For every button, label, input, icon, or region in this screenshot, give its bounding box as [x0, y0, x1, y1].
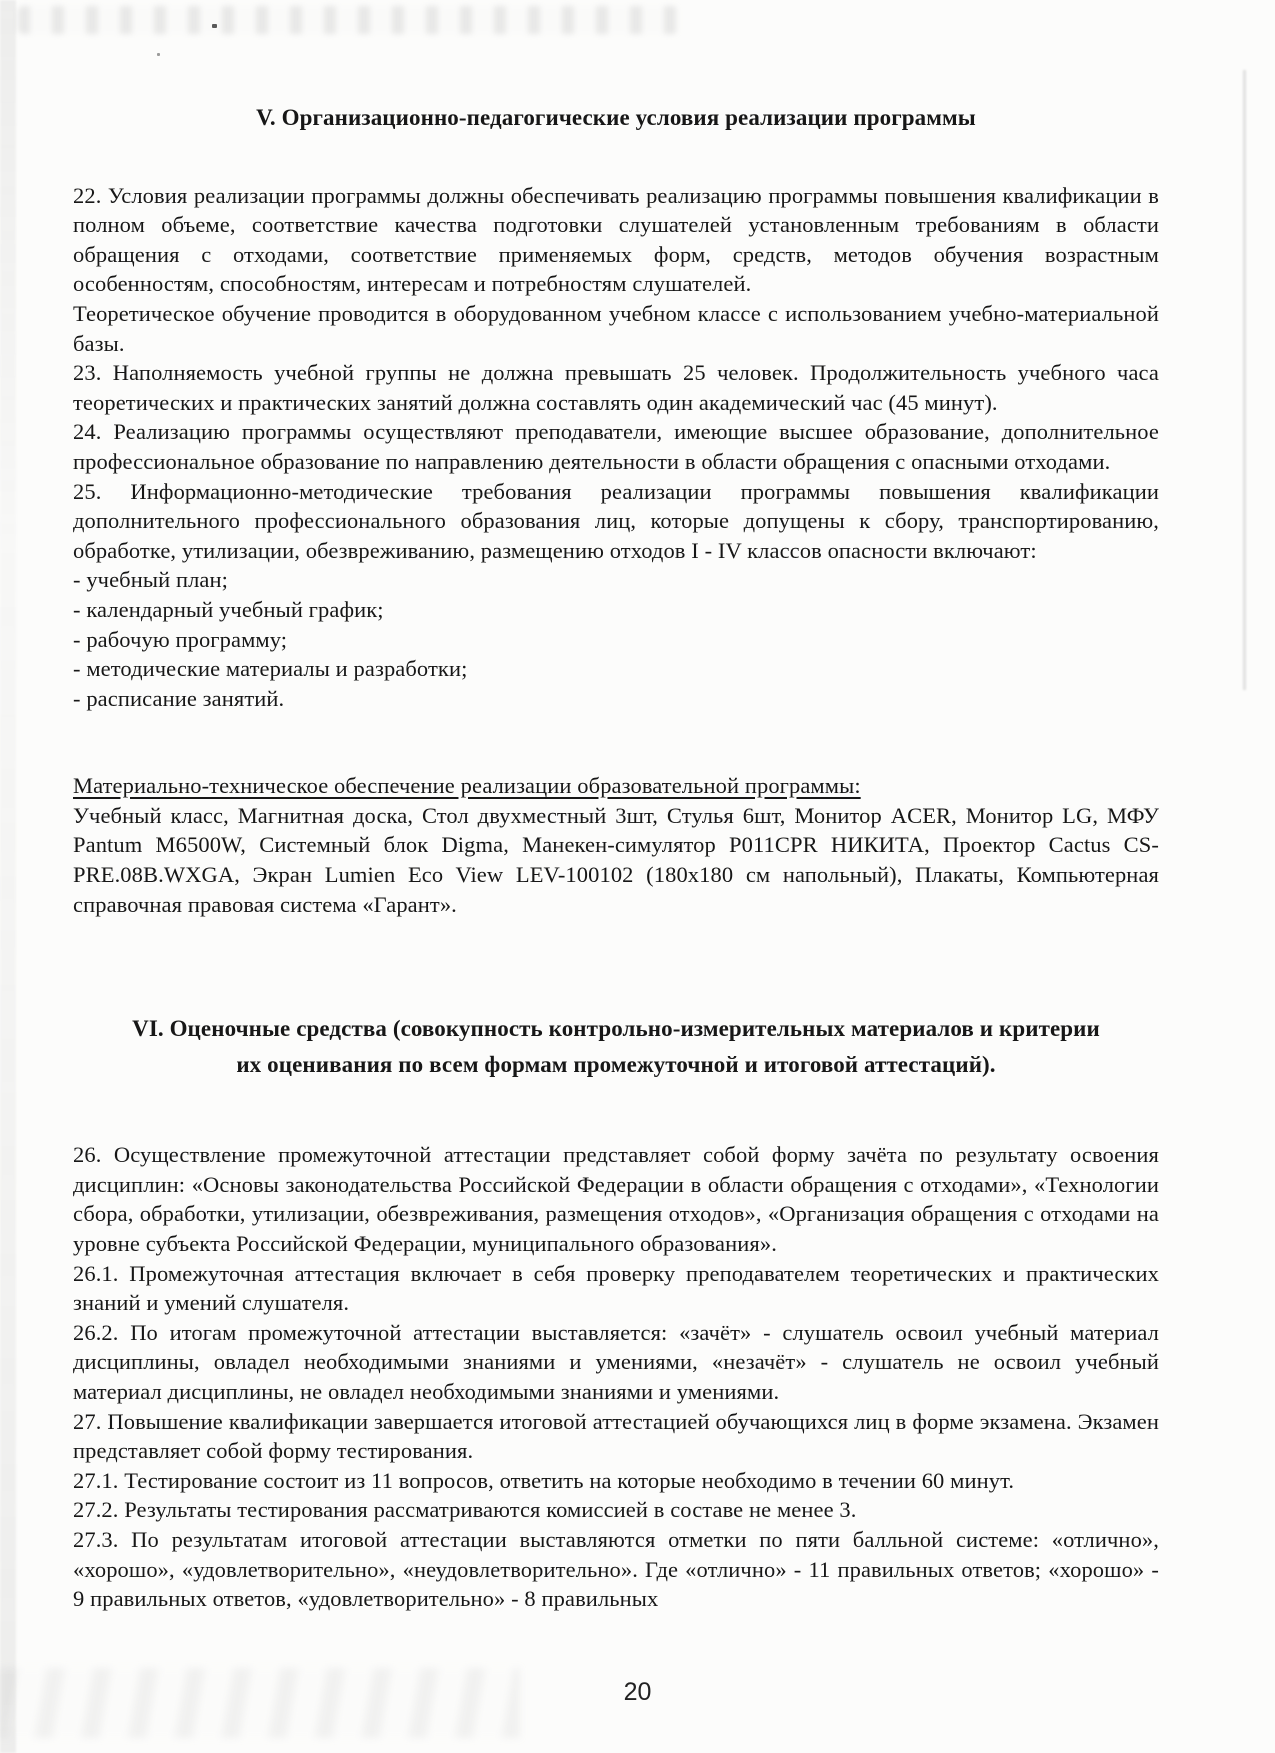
section-v-heading: V. Организационно-педагогические условия реализации программы [256, 105, 976, 130]
scan-noise-left-edge [0, 0, 16, 1753]
scan-speck [157, 53, 160, 56]
list-item: - учебный план; [73, 567, 228, 593]
paragraph-25: 25. Информационно-методические требования реализации программы повышения квалификации дополнительного профессионального образования лиц, которые допущены к сбору, транспортированию, обработке, утилизации, обезвреживанию, размещению отходов I - IV классов опасности включают: [73, 478, 1159, 563]
paragraph-theoretical-training: Теоретическое обучение проводится в оборудованном учебном классе с использованием учебно-материальной базы. [73, 300, 1159, 356]
list-item: - расписание занятий. [73, 685, 285, 711]
paragraph-23: 23. Наполняемость учебной группы не должна превышать 25 человек. Продолжительность учебного часа теоретических и практических занятий должна составлять один академический час (45 минут). [73, 360, 1159, 415]
list-item: - календарный учебный график; [73, 596, 384, 622]
section-vi-heading-line2: их оценивания по всем формам промежуточной и итоговой аттестаций). [236, 1052, 996, 1078]
section-vi-heading-line1: VI. Оценочные средства (совокупность контрольно-измерительных материалов и критерии [132, 1016, 1100, 1042]
page-number: 20 [623, 1678, 652, 1706]
section-vi-heading [73, 1011, 1159, 1083]
scan-speck [212, 24, 217, 28]
paragraph-22: 22. Условия реализации программы должны обеспечивать реализацию программы повышения квалификации в полном объеме, соответствие качества подготовки слушателей установленным требованиям в области обращения с отходами, соответствие применяемых форм, средств, методов обучения возрастным особенностям, способностям, интересам и потребностям слушателей. [73, 182, 1159, 297]
paragraph-27-2: 27.2. Результаты тестирования рассматриваются комиссией в составе не менее 3. [73, 1497, 857, 1523]
material-technical-text: Учебный класс, Магнитная доска, Стол двухместный 3шт, Стулья 6шт, Монитор ACER, Монитор LG, МФУ Pantum M6500W, Системный блок Digma, Манекен-симулятор P011CPR НИКИТА, Проектор Cactus CS-PRE.08B.WXGA, Экран Lumien Eco View LEV-100102 (180x180 см напольный), Плакаты, Компьютерная справочная правовая система «Гарант». [73, 802, 1159, 917]
paragraph-27-3: 27.3. По результатам итоговой аттестации выставляются отметки по пяти балльной системе: «отлично», «хорошо», «удовлетворительно», «неудовлетворительно». Где «отлично» - 11 правильных ответов; «хорошо» - 9 правильных ответов, «удовлетворительно» - 8 правильных [73, 1526, 1159, 1612]
scan-streak-right-edge [1243, 70, 1246, 690]
paragraph-26: 26. Осуществление промежуточной аттестации представляет собой форму зачёта по результату освоения дисциплин: «Основы законодательства Российской Федерации в области обращения с отходами», «Технологии сбора, обработки, утилизации, обезвреживания, размещения отходов», «Организация обращения с отходами на уровне субъекта Российской Федерации, муниципального образования». [73, 1142, 1159, 1257]
document-body [73, 103, 1159, 1614]
paragraph-27-1: 27.1. Тестирование состоит из 11 вопросов, ответить на которые необходимо в течении 60 минут. [73, 1467, 1015, 1493]
paragraph-26-2: 26.2. По итогам промежуточной аттестации выставляется: «зачёт» - слушатель освоил учебный материал дисциплины, овладел необходимыми знаниями и умениями, «незачёт» - слушатель не освоил учебный материал дисциплины, не овладел необходимыми знаниями и умениями. [73, 1319, 1159, 1404]
paragraph-27: 27. Повышение квалификации завершается итоговой аттестацией обучающихся лиц в форме экзамена. Экзамен представляет собой форму тестирования. [73, 1408, 1159, 1464]
paragraph-26-1: 26.1. Промежуточная аттестация включает в себя проверку преподавателем теоретических и практических знаний и умений слушателя. [73, 1260, 1159, 1316]
scan-noise-top [18, 6, 678, 34]
list-item: - методические материалы и разработки; [73, 656, 468, 682]
material-technical-heading: Материально-техническое обеспечение реализации образовательной программы: [73, 773, 861, 799]
paragraph-24: 24. Реализацию программы осуществляют преподаватели, имеющие высшее образование, дополнительное профессиональное образование по направлению деятельности в области обращения с опасными отходами. [73, 419, 1159, 474]
list-item: - рабочую программу; [73, 626, 288, 652]
requirements-list [73, 565, 1159, 713]
